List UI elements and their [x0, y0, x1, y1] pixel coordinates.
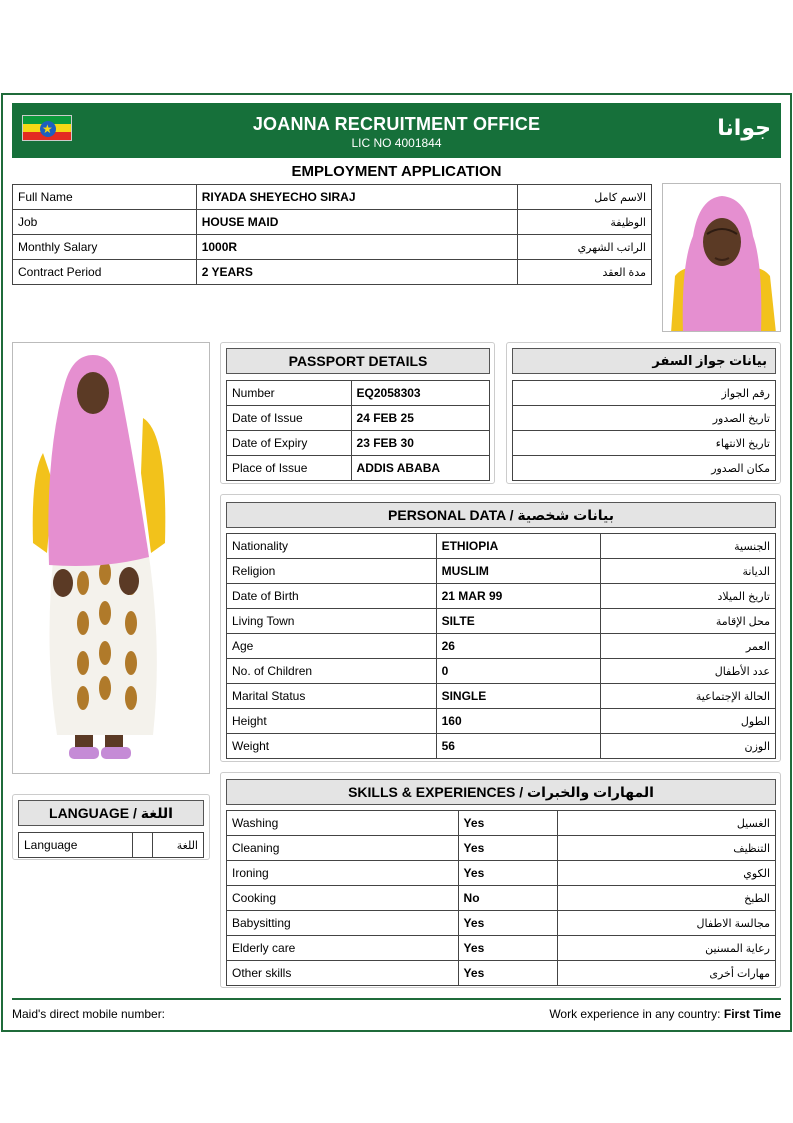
field-label: Job — [13, 210, 197, 235]
field-label: Height — [227, 709, 437, 734]
field-label-arabic: الديانة — [601, 559, 776, 584]
field-label: Date of Issue — [227, 406, 352, 431]
field-label-arabic: الجنسية — [601, 534, 776, 559]
field-label: Other skills — [227, 961, 459, 986]
field-label: No. of Children — [227, 659, 437, 684]
field-label-arabic: الكوي — [558, 861, 776, 886]
field-label: Date of Birth — [227, 584, 437, 609]
field-value: Yes — [458, 861, 558, 886]
field-label: Number — [227, 381, 352, 406]
field-value: Yes — [458, 911, 558, 936]
field-label-arabic: الحالة الإجتماعية — [601, 684, 776, 709]
table-row — [227, 886, 776, 911]
field-label-arabic: تاريخ الصدور — [513, 406, 776, 431]
table-row — [227, 584, 776, 609]
field-label: Marital Status — [227, 684, 437, 709]
field-label-arabic: رعاية المسنين — [558, 936, 776, 961]
field-label: Weight — [227, 734, 437, 759]
field-value: 2 YEARS — [196, 260, 517, 285]
table-row — [227, 811, 776, 836]
table-row — [227, 961, 776, 986]
license-number: LIC NO 4001844 — [351, 136, 442, 150]
table-row — [227, 609, 776, 634]
table-row — [19, 833, 204, 858]
work-experience-value: First Time — [723, 1007, 781, 1021]
field-label-arabic: الوظيفة — [518, 210, 652, 235]
field-value: 26 — [436, 634, 601, 659]
work-experience-label: Work experience in any country: — [549, 1007, 721, 1021]
table-row — [13, 235, 652, 260]
language-table — [18, 832, 204, 858]
field-label: Washing — [227, 811, 459, 836]
table-row — [227, 559, 776, 584]
field-label-arabic: الاسم كامل — [518, 185, 652, 210]
field-value: 21 MAR 99 — [436, 584, 601, 609]
footer-divider — [12, 998, 781, 1000]
field-value: SILTE — [436, 609, 601, 634]
table-row — [227, 406, 490, 431]
mobile-number-label: Maid's direct mobile number: — [12, 1007, 166, 1021]
field-label-arabic: الطول — [601, 709, 776, 734]
field-label: Nationality — [227, 534, 437, 559]
table-row — [513, 406, 776, 431]
table-row — [513, 431, 776, 456]
field-label-arabic: مدة العقد — [518, 260, 652, 285]
field-label: Living Town — [227, 609, 437, 634]
language-value — [133, 833, 153, 858]
field-label-arabic: عدد الأطفال — [601, 659, 776, 684]
field-value: 24 FEB 25 — [351, 406, 489, 431]
passport-table — [226, 380, 490, 481]
basic-info-table — [12, 184, 652, 285]
table-row — [13, 260, 652, 285]
field-label-arabic: مهارات أخرى — [558, 961, 776, 986]
passport-arabic-title: بيانات جواز السفر — [512, 348, 776, 374]
field-label: Elderly care — [227, 936, 459, 961]
field-value: 160 — [436, 709, 601, 734]
skills-table — [226, 810, 776, 986]
table-row — [227, 634, 776, 659]
field-label-arabic: الغسيل — [558, 811, 776, 836]
field-label-arabic: اللغة — [153, 833, 204, 858]
table-row — [227, 911, 776, 936]
skills-section-title: SKILLS & EXPERIENCES / المهارات والخبرات — [226, 779, 776, 805]
field-value: MUSLIM — [436, 559, 601, 584]
work-experience — [549, 1007, 781, 1021]
field-label-arabic: مكان الصدور — [513, 456, 776, 481]
field-label-arabic: الطبخ — [558, 886, 776, 911]
table-row — [227, 431, 490, 456]
table-row — [227, 936, 776, 961]
full-body-photo — [12, 342, 210, 774]
field-label-arabic: الوزن — [601, 734, 776, 759]
field-label-arabic: تاريخ الانتهاء — [513, 431, 776, 456]
field-label: Ironing — [227, 861, 459, 886]
field-label-arabic: العمر — [601, 634, 776, 659]
field-value: Yes — [458, 961, 558, 986]
table-row — [13, 185, 652, 210]
field-value: 23 FEB 30 — [351, 431, 489, 456]
table-row — [227, 684, 776, 709]
field-value: Yes — [458, 811, 558, 836]
field-value: HOUSE MAID — [196, 210, 517, 235]
field-value: 1000R — [196, 235, 517, 260]
field-value: 56 — [436, 734, 601, 759]
field-label-arabic: الراتب الشهري — [518, 235, 652, 260]
table-row — [227, 381, 490, 406]
table-row — [513, 381, 776, 406]
field-label: Babysitting — [227, 911, 459, 936]
field-label-arabic: رقم الجواز — [513, 381, 776, 406]
field-label-arabic: مجالسة الاطفال — [558, 911, 776, 936]
passport-arabic-table — [512, 380, 776, 481]
field-label: Contract Period — [13, 260, 197, 285]
field-label: Place of Issue — [227, 456, 352, 481]
passport-section-title: PASSPORT DETAILS — [226, 348, 490, 374]
field-value: Yes — [458, 836, 558, 861]
field-label: Full Name — [13, 185, 197, 210]
field-value: SINGLE — [436, 684, 601, 709]
field-label: Age — [227, 634, 437, 659]
table-row — [227, 659, 776, 684]
office-arabic-name: جوانا — [717, 115, 771, 140]
field-value: ETHIOPIA — [436, 534, 601, 559]
field-label: Religion — [227, 559, 437, 584]
field-value: No — [458, 886, 558, 911]
table-row — [227, 861, 776, 886]
portrait-photo — [662, 183, 781, 332]
personal-data-table — [226, 533, 776, 759]
table-row — [227, 836, 776, 861]
field-label-arabic: محل الإقامة — [601, 609, 776, 634]
field-label: Monthly Salary — [13, 235, 197, 260]
table-row — [227, 734, 776, 759]
field-value: Yes — [458, 936, 558, 961]
field-value: RIYADA SHEYECHO SIRAJ — [196, 185, 517, 210]
field-label: Cleaning — [227, 836, 459, 861]
field-label: Language — [19, 833, 133, 858]
field-label: Cooking — [227, 886, 459, 911]
office-title: JOANNA RECRUITMENT OFFICE — [252, 114, 541, 134]
table-row — [13, 210, 652, 235]
field-value: ADDIS ABABA — [351, 456, 489, 481]
field-value: 0 — [436, 659, 601, 684]
field-value: EQ2058303 — [351, 381, 489, 406]
language-section-title: LANGUAGE / اللغة — [18, 800, 204, 826]
field-label-arabic: التنظيف — [558, 836, 776, 861]
table-row — [513, 456, 776, 481]
table-row — [227, 456, 490, 481]
field-label-arabic: تاريخ الميلاد — [601, 584, 776, 609]
table-row — [227, 534, 776, 559]
header-banner — [12, 103, 781, 158]
page-title: EMPLOYMENT APPLICATION — [291, 163, 502, 180]
table-row — [227, 709, 776, 734]
personal-data-title: PERSONAL DATA / بيانات شخصية — [226, 502, 776, 528]
field-label: Date of Expiry — [227, 431, 352, 456]
